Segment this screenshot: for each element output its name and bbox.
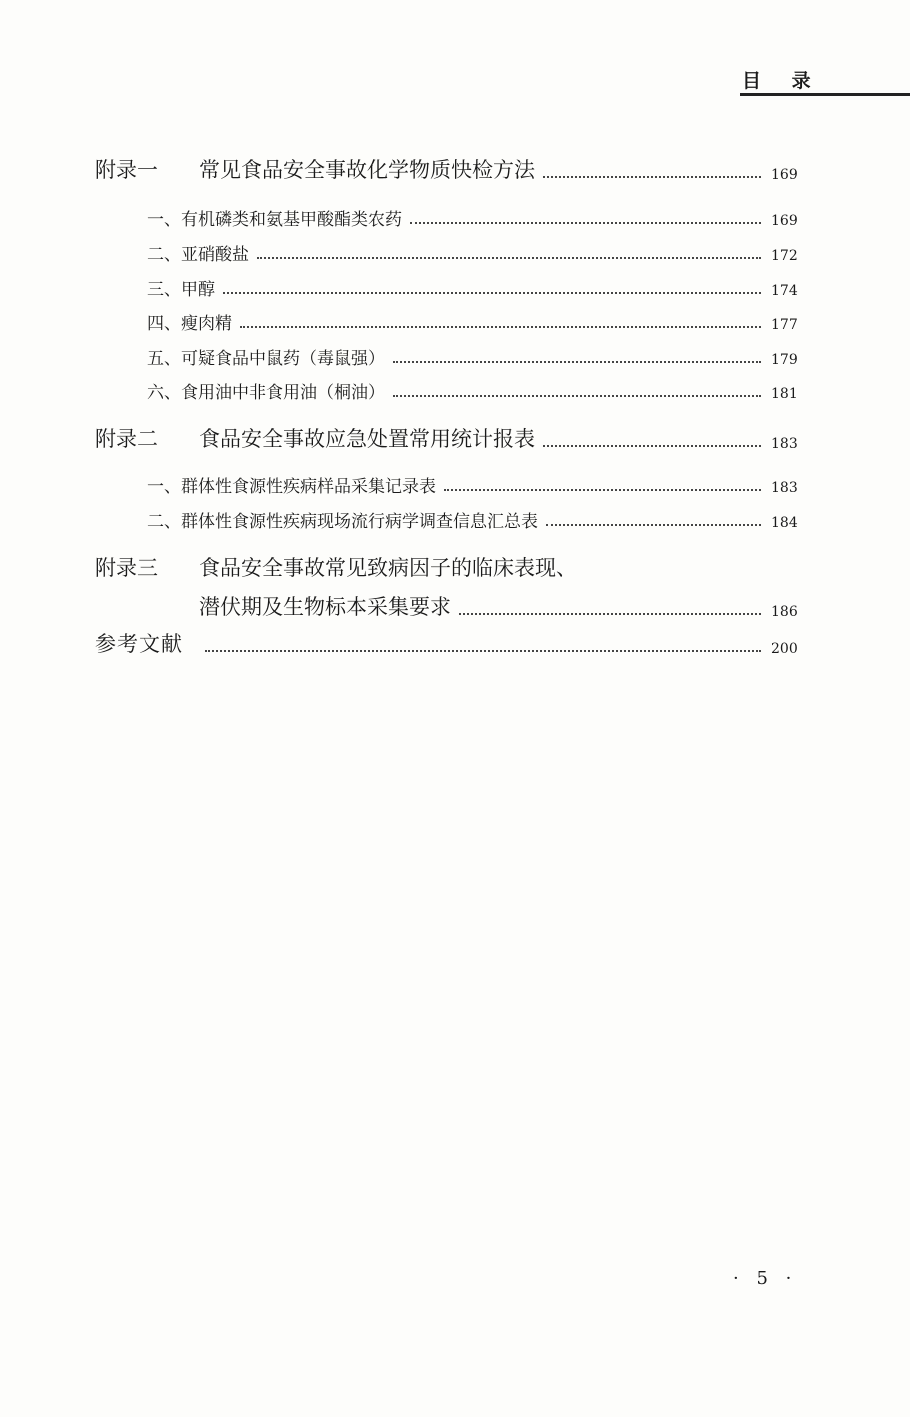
- toc-entry-references[interactable]: [0, 628, 910, 658]
- leader-dots: [205, 650, 761, 652]
- leader-dots: [543, 176, 761, 178]
- toc-entry-1-5[interactable]: [0, 344, 910, 369]
- appendix-title-line2: 潜伏期及生物标本采集要求: [199, 595, 451, 619]
- page-number: · 5 ·: [733, 1268, 798, 1289]
- appendix-title: 食品安全事故应急处置常用统计报表: [199, 427, 535, 451]
- toc-entry-appendix1[interactable]: [0, 154, 910, 184]
- leader-dots: [393, 361, 761, 363]
- toc-entry-2-2[interactable]: [0, 507, 910, 532]
- appendix-title-line1: 食品安全事故常见致病因子的临床表现、: [199, 556, 577, 580]
- toc-entry-appendix3[interactable]: [0, 552, 910, 582]
- appendix-prefix: 附录一: [95, 158, 158, 182]
- toc-entry-1-1[interactable]: [0, 205, 910, 230]
- leader-dots: [459, 613, 761, 615]
- leader-dots: [393, 395, 761, 397]
- leader-dots: [240, 326, 761, 328]
- page-ref: 179: [771, 352, 798, 368]
- page-ref: 184: [771, 515, 798, 531]
- appendix-prefix: 附录二: [95, 427, 158, 451]
- leader-dots: [444, 489, 761, 491]
- leader-dots: [257, 257, 761, 259]
- toc-entry-appendix2[interactable]: [0, 423, 910, 453]
- entry-label: 五、可疑食品中鼠药（毒鼠强）: [147, 349, 385, 369]
- page-ref: 183: [771, 480, 798, 496]
- page-ref: 169: [771, 167, 798, 183]
- toc-entry-1-2[interactable]: [0, 240, 910, 265]
- references-title: 参考文献: [95, 632, 183, 656]
- page-ref: 186: [771, 604, 798, 620]
- entry-label: 二、群体性食源性疾病现场流行病学调查信息汇总表: [147, 512, 538, 532]
- entry-label: 四、瘦肉精: [147, 314, 232, 334]
- page-ref: 169: [771, 213, 798, 229]
- page-ref: 177: [771, 317, 798, 333]
- page-ref: 181: [771, 386, 798, 402]
- appendix-prefix: 附录三: [95, 556, 158, 580]
- leader-dots: [546, 524, 761, 526]
- page-ref: 174: [771, 283, 798, 299]
- toc-entry-1-4[interactable]: [0, 309, 910, 334]
- page-header-title: 目 录: [742, 70, 823, 92]
- page-ref: 183: [771, 436, 798, 452]
- entry-label: 二、亚硝酸盐: [147, 245, 249, 265]
- entry-label: 一、群体性食源性疾病样品采集记录表: [147, 477, 436, 497]
- toc-entry-1-3[interactable]: [0, 275, 910, 300]
- toc-entry-2-1[interactable]: [0, 472, 910, 497]
- toc-entry-appendix3-cont[interactable]: [0, 591, 910, 621]
- leader-dots: [410, 222, 761, 224]
- toc-entry-1-6[interactable]: [0, 378, 910, 403]
- leader-dots: [223, 292, 761, 294]
- page-ref: 172: [771, 248, 798, 264]
- entry-label: 一、有机磷类和氨基甲酸酯类农药: [147, 210, 402, 230]
- page-ref: 200: [771, 641, 798, 657]
- entry-label: 三、甲醇: [147, 280, 215, 300]
- appendix-title: 常见食品安全事故化学物质快检方法: [199, 158, 535, 182]
- entry-label: 六、食用油中非食用油（桐油）: [147, 383, 385, 403]
- leader-dots: [543, 445, 761, 447]
